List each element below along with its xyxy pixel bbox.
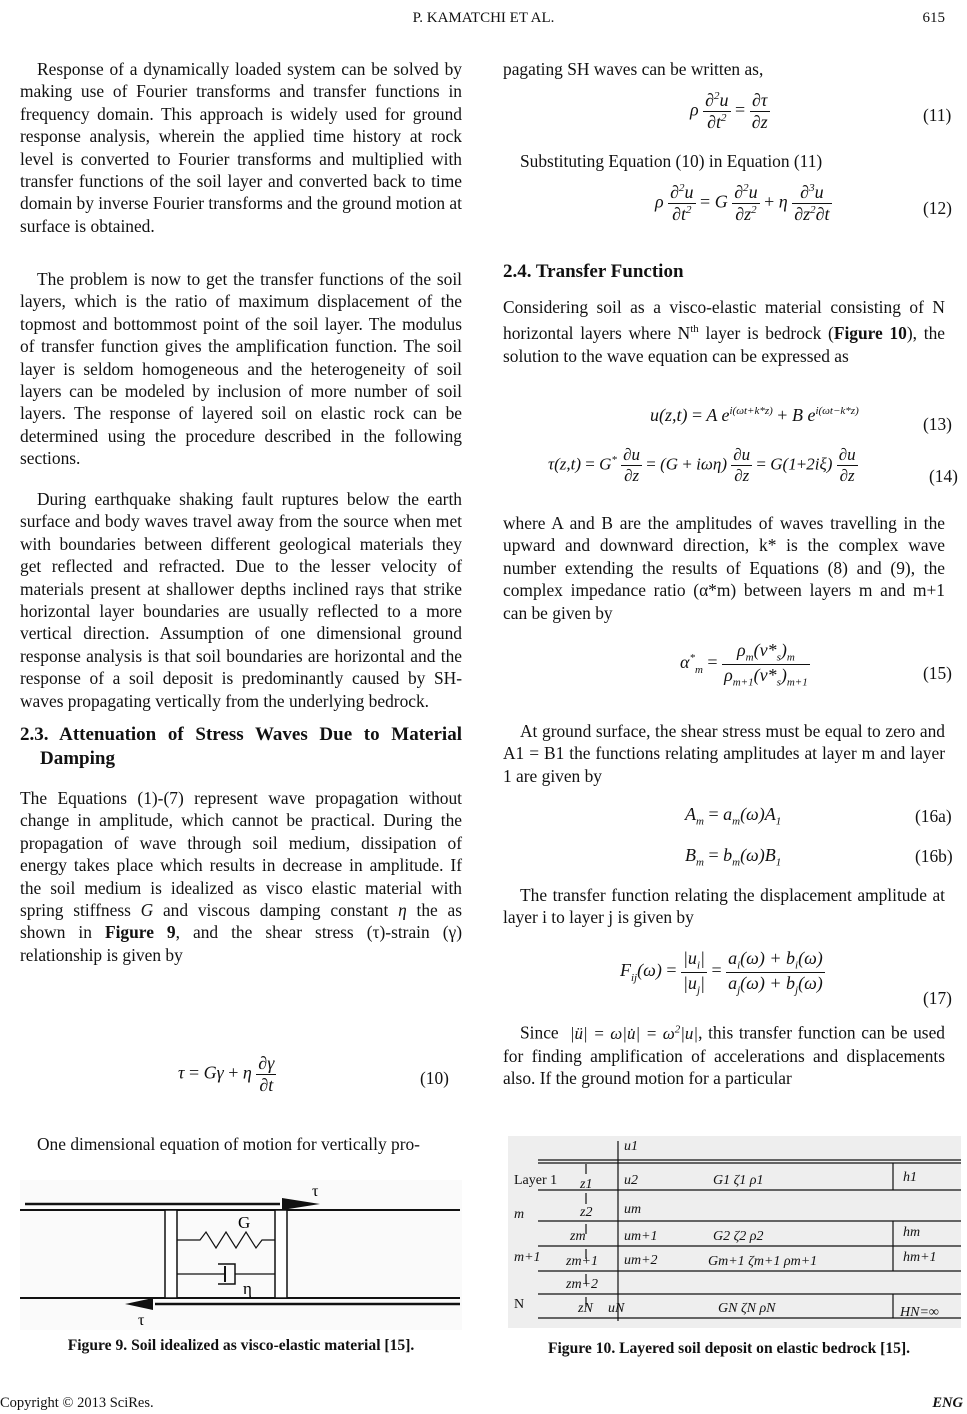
equation-13: u(z,t) = A $e^{i(\omega t+k*z)} + B$ $e^{i(\omega t-k*z)}$ bbox=[650, 405, 859, 425]
fig10-uN: uN bbox=[608, 1301, 625, 1316]
left-paragraph-3: During earthquake shaking fault ruptures below the earth surface and body waves travel away from the source when met with boundaries between different geological materials they get reflected and refracted. Due to the lesser velocity of materials present at shallower depths inclined rays that strike horizontal layer boundaries are usually reflected to a more vertical direction. Assumption of one dimensional ground response analysis is that soil boundaries are horizontal and the response of a soil deposit is predominantly caused by SH-waves propagating vertically from the underlying bedrock. bbox=[20, 489, 462, 711]
equation-11-number: (11) bbox=[923, 105, 952, 125]
equation-11: ρ $\frac{\partial^2u}{\partial t^2}$ = $\frac{\partial\tau}{\partial z}$ bbox=[690, 90, 768, 132]
equation-13-number: (13) bbox=[923, 414, 952, 434]
right-paragraph-5: At ground surface, the shear stress must be equal to zero and A1 = B1 the functions relating amplitudes at layer m and layer 1 are given by bbox=[503, 721, 945, 786]
fig10-hm1: hm+1 bbox=[903, 1250, 937, 1265]
left-paragraph-2: The problem is now to get the transfer functions of the soil layers, which is the ratio of maximum displacement of the topmost and bottommost point of the soil layer. The modulus of transfer function gives the amplification function. The soil layer is seldom homogeneous and the heterogeneity of soil layers can be modeled by inclusion of more number of soil layers. The response of layered soil on elastic rock can be determined using the procedure described in the following sections. bbox=[20, 269, 462, 469]
fig10-zm2: zm+2 bbox=[566, 1277, 599, 1292]
figure-9-diagram bbox=[20, 1180, 462, 1330]
footer-copyright: Copyright © 2013 SciRes. bbox=[0, 1395, 154, 1411]
figure-10-diagram bbox=[508, 1136, 961, 1328]
fig10-zm: zm bbox=[570, 1229, 586, 1244]
equation-15-number: (15) bbox=[923, 663, 952, 683]
fig10-u2: u2 bbox=[624, 1173, 638, 1188]
page-number: 615 bbox=[922, 10, 945, 26]
right-paragraph-3: Considering soil as a visco-elastic material consisting of N horizontal layers where $N^{th}$ layer is bedrock (Figure 10), the solution to the wave equation can be expressed as bbox=[503, 297, 945, 366]
equation-16a-number: (16a) bbox=[915, 806, 952, 826]
equation-14-number: (14) bbox=[929, 466, 958, 486]
right-paragraph-4: where A and B are the amplitudes of waves travelling in the upward and downward direction, k* is the complex wave number extending the results of Equations (8) and (9), the complex impedance ratio (α*m) between layers m and m+1 can be given by bbox=[503, 513, 945, 623]
left-paragraph-1: Response of a dynamically loaded system can be solved by making use of Fourier transforms and transfer functions in frequency domain. This approach is widely used for ground response analysis, wherein the applied time history at rock level is converted to Fourier transforms and multiplied with transfer functions of the soil layer and converted back to time domain by inverse Fourier transforms and the ground motion at surface is obtained. bbox=[20, 59, 462, 236]
fig10-h1: h1 bbox=[903, 1170, 917, 1185]
fig10-props-2: G2 ζ2 ρ2 bbox=[713, 1229, 764, 1244]
fig10-zm1: zm+1 bbox=[566, 1254, 599, 1269]
fig10-layer-m1: m+1 bbox=[514, 1250, 541, 1265]
right-paragraph-1: pagating SH waves can be written as, bbox=[503, 59, 764, 79]
fig10-hm: hm bbox=[903, 1225, 921, 1240]
fig10-HN: HN=∞ bbox=[900, 1305, 939, 1320]
right-paragraph-2: Substituting Equation (10) in Equation (11) bbox=[520, 151, 823, 171]
fig10-um: um bbox=[624, 1202, 642, 1217]
fig10-z1: z1 bbox=[580, 1177, 593, 1192]
fig10-zN: zN bbox=[578, 1301, 593, 1316]
footer-journal: ENG bbox=[932, 1395, 963, 1411]
fig10-layer1: Layer 1 bbox=[514, 1173, 558, 1188]
figure-9-caption: Figure 9. Soil idealized as visco-elastic material [15]. bbox=[67, 1337, 415, 1354]
fig10-um2: um+2 bbox=[624, 1253, 658, 1268]
equation-17: $F_{ij}(\omega)$ = $\frac{|u_i|}{|u_j|}$ = $\frac{a_i(\omega) + b_i(\omega)}{a_j(\omega) + b_j(\omega)}$ bbox=[620, 948, 823, 997]
equation-10: τ = Gγ + η $\frac{\partial\gamma}{\partial t}$ bbox=[178, 1053, 275, 1095]
fig10-props-1: G1 ζ1 ρ1 bbox=[713, 1173, 764, 1188]
page-header bbox=[0, 10, 967, 34]
left-paragraph-5: One dimensional equation of motion for vertically pro- bbox=[37, 1134, 420, 1154]
fig10-layer-m: m bbox=[514, 1207, 525, 1222]
fig10-u1: u1 bbox=[624, 1139, 638, 1154]
running-title: P. KAMATCHI ET AL. bbox=[412, 10, 555, 26]
fig10-z2: z2 bbox=[580, 1205, 593, 1220]
equation-16a: $A_m = a_m(\omega)A_1$ bbox=[685, 804, 782, 828]
left-paragraph-4: The Equations (1)-(7) represent wave propagation without change in amplitude, which cannot be practical. During the propagation of wave through soil medium, dissipation of energy takes place which results in decrease in amplitude. If the soil medium is idealized as visco elastic material with spring stiffness G and viscous damping constant η the as shown in Figure 9, and the shear stress (τ)-strain (γ) relationship is given by bbox=[20, 788, 462, 965]
equation-10-number: (10) bbox=[420, 1068, 449, 1088]
fig10-layer-N: N bbox=[514, 1297, 525, 1312]
section-heading-2-4: 2.4. Transfer Function bbox=[503, 261, 684, 282]
fig9-eta-label: η bbox=[243, 1279, 252, 1298]
figure-10-caption: Figure 10. Layered soil deposit on elastic bedrock [15]. bbox=[547, 1340, 911, 1357]
right-paragraph-7: Since |ü| = ω|u̇| = $\omega^2|u|$, this transfer function can be used for finding amplification of accelerations and displacements also. If the ground motion for a particular bbox=[503, 1022, 945, 1089]
fig10-props-m1: Gm+1 ζm+1 ρm+1 bbox=[708, 1254, 818, 1269]
equation-16b: $B_m = b_m(\omega)B_1$ bbox=[685, 845, 782, 869]
fig10-um1: um+1 bbox=[624, 1229, 658, 1244]
equation-12-number: (12) bbox=[923, 198, 952, 218]
right-paragraph-6: The transfer function relating the displacement amplitude at layer i to layer j is given by bbox=[503, 885, 945, 928]
fig9-tau-top: τ bbox=[312, 1183, 319, 1200]
section-heading-2-3: 2.3. Attenuation of Stress Waves Due to Material Damping bbox=[20, 724, 462, 769]
equation-12: ρ $\frac{\partial^2u}{\partial t^2}$ = G $\frac{\partial^2u}{\partial z^2}$ + η $\frac{\partial^3u}{\partial z^2\partial t}$ bbox=[655, 182, 830, 224]
fig10-props-N: GN ζN ρN bbox=[718, 1301, 776, 1316]
equation-17-number: (17) bbox=[923, 988, 952, 1008]
equation-16b-number: (16b) bbox=[915, 846, 953, 866]
equation-15: $\alpha^*_m$ = $\frac{\rho_m(v*_s)_m}{\rho_{m+1}(v*_s)_{m+1}}$ bbox=[680, 640, 808, 689]
fig9-tau-bottom: τ bbox=[138, 1312, 145, 1329]
fig9-G-label: G bbox=[238, 1213, 251, 1232]
equation-14: τ(z,t) = G* $\frac{\partial u}{\partial z}$ = (G + iωη) $\frac{\partial u}{\partial z}$ = G(1+2iξ) $\frac{\partial u}{\partial z}$ bbox=[548, 445, 856, 485]
